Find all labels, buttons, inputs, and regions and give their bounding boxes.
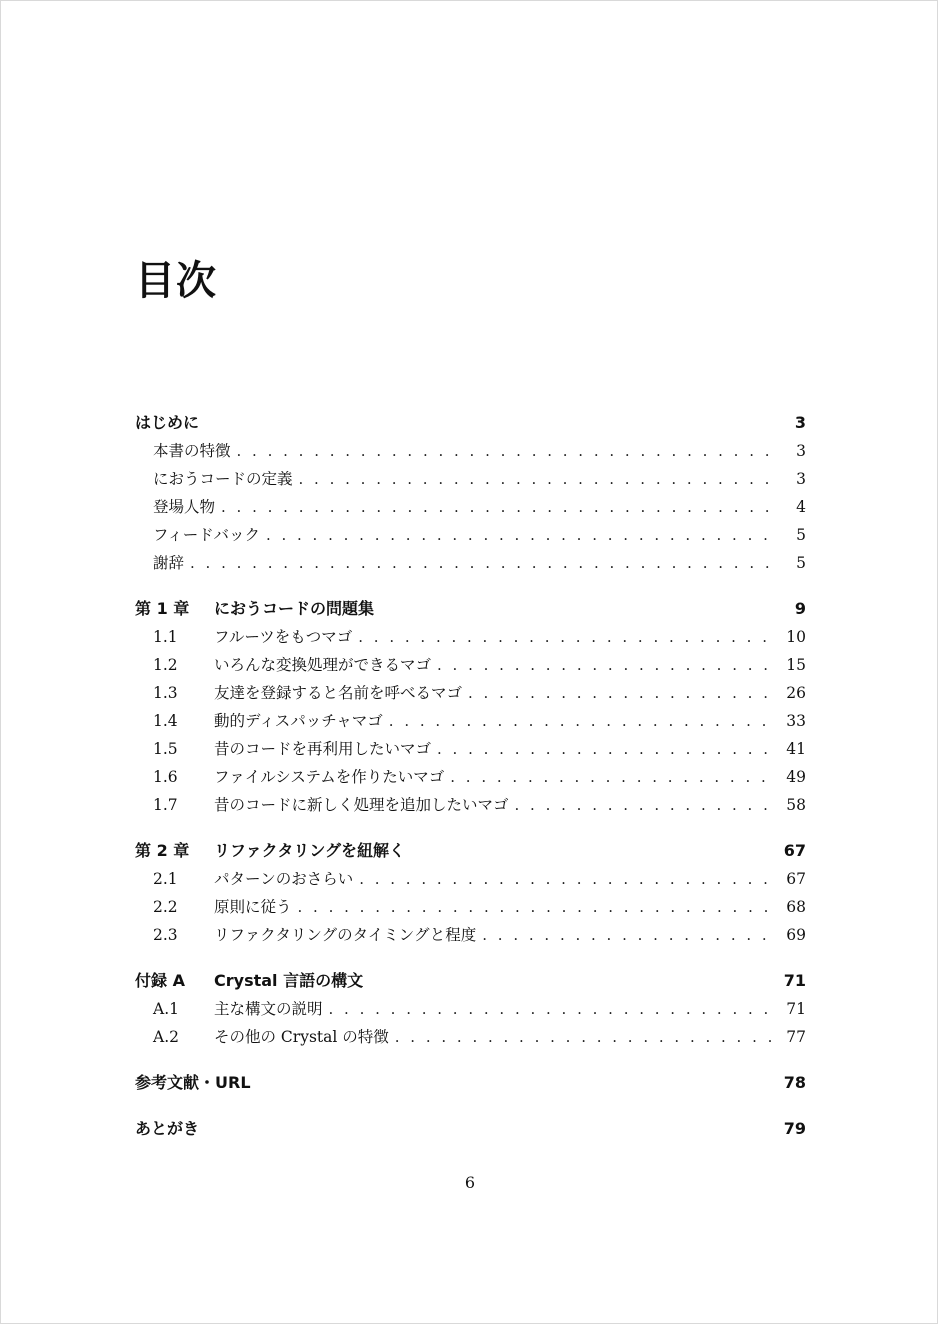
entry-number: A.1 xyxy=(153,1000,179,1018)
entry-page-number: 67 xyxy=(786,870,806,888)
entry-page-number: 68 xyxy=(786,898,806,916)
entry-page-number: 33 xyxy=(786,712,806,730)
chapter-title: リファクタリングを紐解く xyxy=(214,841,406,860)
chapter-title: はじめに xyxy=(135,413,200,432)
toc-entry-row[interactable] xyxy=(135,995,806,1023)
toc-entry-row[interactable] xyxy=(135,549,806,577)
entry-title: ファイルシステムを作りたいマゴ xyxy=(214,768,445,786)
entry-title: 動的ディスパッチャマゴ xyxy=(214,712,383,730)
dot-leader xyxy=(515,791,776,819)
entry-number: 2.3 xyxy=(153,926,178,944)
page-title: 目次 xyxy=(135,258,217,304)
entry-title: 昔のコードを再利用したいマゴ xyxy=(214,740,432,758)
chapter-title: Crystal 言語の構文 xyxy=(214,971,364,990)
toc-section xyxy=(135,1069,806,1097)
toc-chapter-row[interactable] xyxy=(135,967,806,995)
entry-title: 主な構文の説明 xyxy=(214,1000,323,1018)
dot-leader xyxy=(450,763,776,791)
entry-page-number: 5 xyxy=(796,526,806,544)
dot-leader xyxy=(437,651,776,679)
dot-leader xyxy=(359,865,776,893)
dot-leader xyxy=(299,465,776,493)
entry-page-number: 77 xyxy=(786,1028,806,1046)
entry-number: 1.2 xyxy=(153,656,178,674)
toc-entry-row[interactable] xyxy=(135,493,806,521)
chapter-title: 参考文献・URL xyxy=(135,1073,251,1092)
chapter-number: 付録 A xyxy=(135,971,185,990)
entry-number: A.2 xyxy=(153,1028,179,1046)
dot-leader xyxy=(221,493,776,521)
toc-chapter-row[interactable] xyxy=(135,1115,806,1143)
toc-entry-row[interactable] xyxy=(135,651,806,679)
entry-page-number: 71 xyxy=(786,1000,806,1018)
entry-title: 登場人物 xyxy=(153,498,216,516)
entry-title: 謝辞 xyxy=(153,554,185,572)
chapter-page-number: 9 xyxy=(794,599,806,618)
toc-entry-row[interactable] xyxy=(135,921,806,949)
entry-title: パターンのおさらい xyxy=(214,870,354,888)
entry-page-number: 3 xyxy=(796,442,806,460)
toc-entry-row[interactable] xyxy=(135,791,806,819)
entry-title: におうコードの定義 xyxy=(153,470,293,488)
toc-section xyxy=(135,1115,806,1143)
chapter-title: におうコードの問題集 xyxy=(214,599,375,618)
table-of-contents xyxy=(135,409,806,1161)
entry-number: 2.1 xyxy=(153,870,178,888)
entry-number: 1.7 xyxy=(153,796,178,814)
entry-page-number: 69 xyxy=(786,926,806,944)
chapter-number: 第 1 章 xyxy=(135,599,190,618)
dot-leader xyxy=(298,893,776,921)
entry-title: 昔のコードに新しく処理を追加したいマゴ xyxy=(214,796,509,814)
toc-entry-row[interactable] xyxy=(135,893,806,921)
dot-leader xyxy=(468,679,776,707)
dot-leader xyxy=(437,735,776,763)
toc-section xyxy=(135,967,806,1051)
entry-number: 1.5 xyxy=(153,740,178,758)
entry-page-number: 41 xyxy=(786,740,806,758)
entry-page-number: 26 xyxy=(786,684,806,702)
chapter-page-number: 71 xyxy=(783,971,806,990)
entry-number: 1.3 xyxy=(153,684,178,702)
entry-title: フルーツをもつマゴ xyxy=(214,628,353,646)
entry-page-number: 15 xyxy=(786,656,806,674)
toc-chapter-row[interactable] xyxy=(135,595,806,623)
chapter-page-number: 67 xyxy=(783,841,806,860)
dot-leader xyxy=(395,1023,776,1051)
toc-chapter-row[interactable] xyxy=(135,409,806,437)
dot-leader xyxy=(482,921,776,949)
entry-title: フィードバック xyxy=(153,526,260,544)
chapter-title: あとがき xyxy=(135,1119,200,1138)
entry-page-number: 49 xyxy=(786,768,806,786)
entry-title: リファクタリングのタイミングと程度 xyxy=(214,926,477,944)
toc-chapter-row[interactable] xyxy=(135,1069,806,1097)
toc-entry-row[interactable] xyxy=(135,865,806,893)
entry-title: その他の Crystal の特徴 xyxy=(214,1028,389,1046)
chapter-page-number: 79 xyxy=(783,1119,806,1138)
entry-number: 2.2 xyxy=(153,898,178,916)
entry-page-number: 58 xyxy=(786,796,806,814)
entry-title: 友達を登録すると名前を呼べるマゴ xyxy=(214,684,463,702)
toc-entry-row[interactable] xyxy=(135,763,806,791)
toc-entry-row[interactable] xyxy=(135,521,806,549)
dot-leader xyxy=(358,623,776,651)
entry-page-number: 10 xyxy=(786,628,806,646)
toc-section xyxy=(135,409,806,577)
entry-number: 1.4 xyxy=(153,712,178,730)
entry-title: 原則に従う xyxy=(214,898,292,916)
dot-leader xyxy=(329,995,776,1023)
chapter-page-number: 3 xyxy=(794,413,806,432)
entry-page-number: 3 xyxy=(796,470,806,488)
chapter-number: 第 2 章 xyxy=(135,841,190,860)
toc-section xyxy=(135,837,806,949)
dot-leader xyxy=(190,549,776,577)
toc-entry-row[interactable] xyxy=(135,679,806,707)
toc-section xyxy=(135,595,806,819)
entry-number: 1.1 xyxy=(153,628,178,646)
dot-leader xyxy=(389,707,776,735)
entry-number: 1.6 xyxy=(153,768,178,786)
toc-entry-row[interactable] xyxy=(135,707,806,735)
toc-entry-row[interactable] xyxy=(135,437,806,465)
dot-leader xyxy=(237,437,776,465)
dot-leader xyxy=(266,521,776,549)
entry-page-number: 4 xyxy=(796,498,806,516)
entry-title: 本書の特徴 xyxy=(153,442,231,460)
chapter-page-number: 78 xyxy=(783,1073,806,1092)
toc-entry-row[interactable] xyxy=(135,623,806,651)
toc-entry-row[interactable] xyxy=(135,465,806,493)
toc-chapter-row[interactable] xyxy=(135,837,806,865)
entry-page-number: 5 xyxy=(796,554,806,572)
page-number: 6 xyxy=(464,1173,476,1192)
toc-entry-row[interactable] xyxy=(135,735,806,763)
entry-title: いろんな変換処理ができるマゴ xyxy=(214,656,432,674)
toc-entry-row[interactable] xyxy=(135,1023,806,1051)
